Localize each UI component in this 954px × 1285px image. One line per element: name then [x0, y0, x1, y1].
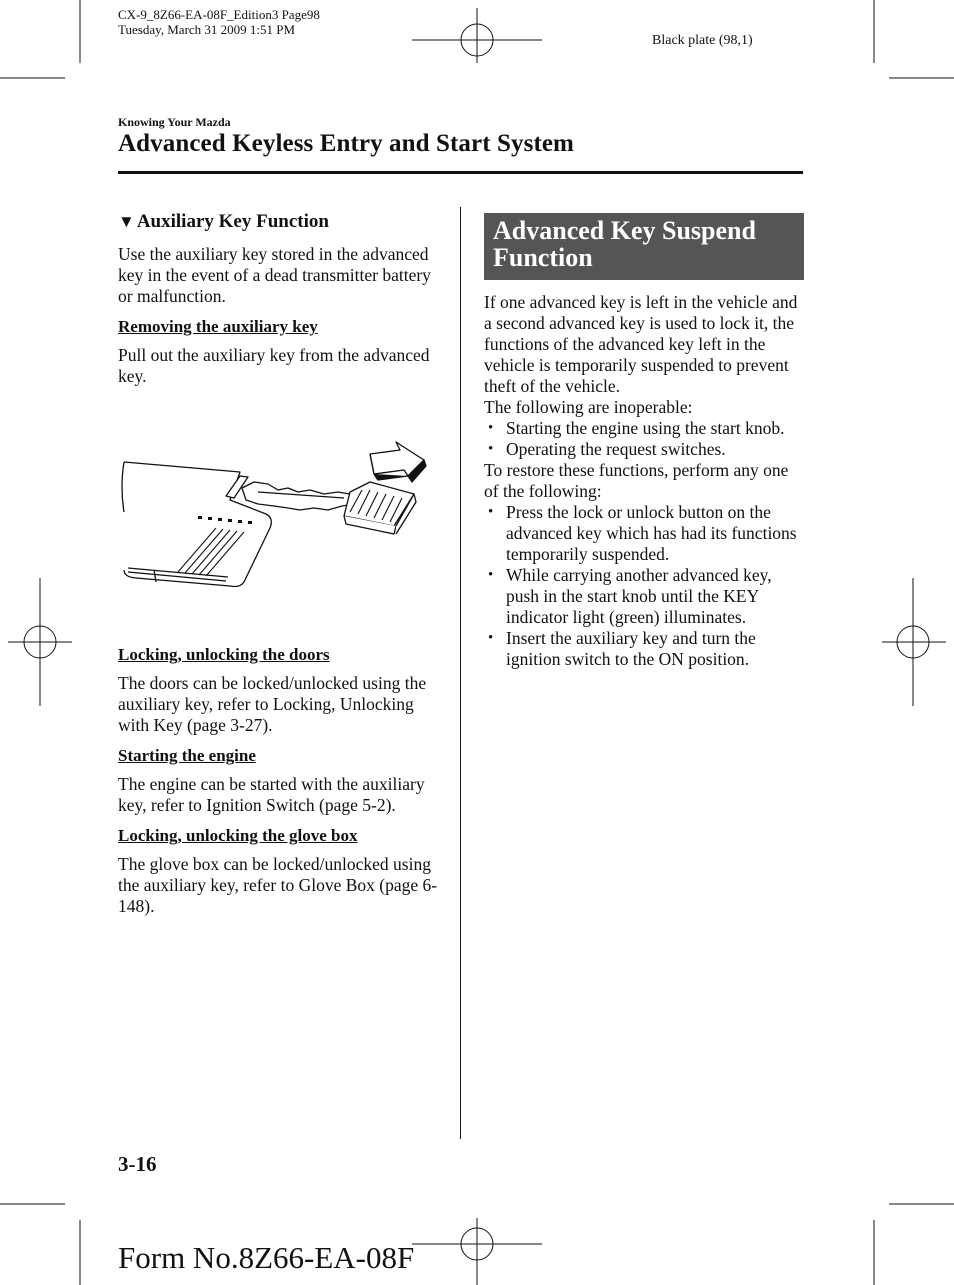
list-item: • Starting the engine using the start knob. — [484, 418, 804, 439]
removing-key-body: Pull out the auxiliary key from the advanced key. — [118, 345, 430, 386]
auxiliary-key-intro: Use the auxiliary key stored in the advanced key in the event of a dead transmitter battery or malfunction. — [118, 244, 431, 306]
glove-box-subheading: Locking, unlocking the glove box — [118, 826, 358, 845]
banner-line1: Advanced Key Suspend — [493, 216, 756, 245]
auxiliary-key-illustration — [118, 432, 438, 602]
restore-list — [484, 502, 804, 670]
glove-box-body: The glove box can be locked/unlocked using the auxiliary key, refer to Glove Box (page 6-148). — [118, 854, 438, 916]
print-header-line1: CX-9_8Z66-EA-08F_Edition3 Page98 — [118, 7, 320, 22]
triangle-marker-icon: ▼ — [118, 212, 135, 231]
locking-doors-body: The doors can be locked/unlocked using the auxiliary key, refer to Locking, Unlocking with Key (page 3-27). — [118, 673, 427, 735]
list-item: • Press the lock or unlock button on the advanced key which has had its functions temporarily suspended. — [484, 502, 804, 565]
auxiliary-key-heading — [118, 210, 438, 234]
print-header-line2: Tuesday, March 31 2009 1:51 PM — [118, 22, 296, 37]
suspend-function-banner — [484, 213, 804, 280]
locking-doors-subheading: Locking, unlocking the doors — [118, 645, 330, 664]
form-number: Form No.8Z66-EA-08F — [118, 1240, 415, 1275]
right-column — [484, 213, 804, 670]
page-title: Advanced Keyless Entry and Start System — [118, 130, 574, 157]
page-number: 3-16 — [118, 1152, 157, 1176]
removing-key-subheading: Removing the auxiliary key — [118, 317, 318, 336]
print-header — [118, 7, 320, 37]
black-plate-label: Black plate (98,1) — [652, 33, 753, 48]
column-divider — [460, 207, 461, 1139]
inoperable-list — [484, 418, 804, 460]
starting-engine-body: The engine can be started with the auxiliary key, refer to Ignition Switch (page 5-2). — [118, 774, 425, 815]
auxiliary-key-heading-text: Auxiliary Key Function — [136, 211, 329, 232]
restore-intro: To restore these functions, perform any one of the following: — [484, 460, 789, 501]
suspend-intro: If one advanced key is left in the vehicle and a second advanced key is used to lock it, the functions of the advanced key left in the vehicle is temporarily suspended to prevent theft of the vehicle. — [484, 292, 798, 396]
list-item: • Insert the auxiliary key and turn the ignition switch to the ON position. — [484, 628, 804, 670]
title-rule — [118, 171, 803, 174]
section-label: Knowing Your Mazda — [118, 115, 231, 129]
banner-line2: Function — [493, 243, 593, 272]
inoperable-intro: The following are inoperable: — [484, 397, 693, 417]
list-item: • While carrying another advanced key, push in the start knob until the KEY indicator light (green) illuminates. — [484, 565, 804, 628]
starting-engine-subheading: Starting the engine — [118, 746, 256, 765]
list-item: • Operating the request switches. — [484, 439, 804, 460]
